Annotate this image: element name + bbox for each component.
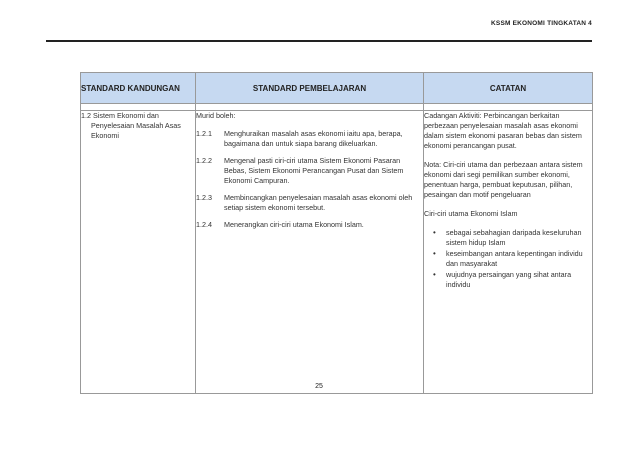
item-number: 1.2.3 (196, 193, 212, 202)
standard-kandungan-text: 1.2 Sistem Ekonomi dan Penyelesaian Masalah Asas Ekonomi (81, 111, 181, 140)
table-header-row (81, 73, 593, 104)
item-number: 1.2.1 (196, 129, 212, 138)
list-item (196, 129, 423, 149)
header-standard-pembelajaran: STANDARD PEMBELAJARAN (196, 73, 424, 104)
table-spacer-row (81, 104, 593, 111)
item-text: Mengenal pasti ciri-ciri utama Sistem Ekonomi Pasaran Bebas, Sistem Ekonomi Perancangan Pusat dan Sistem Ekonomi Campuran. (224, 156, 404, 185)
list-item (196, 220, 423, 230)
catatan-cell (424, 111, 593, 394)
list-item (196, 156, 423, 186)
bullet-item: • wujudnya persaingan yang sihat antara individu (446, 270, 592, 290)
header-catatan: CATATAN (424, 73, 593, 104)
table-row (81, 111, 593, 394)
catatan-bullet-list (424, 228, 592, 290)
document-header-title: KSSM EKONOMI TINGKATAN 4 (491, 20, 592, 27)
bullet-item: • keseimbangan antara kepentingan individu dan masyarakat (446, 249, 592, 269)
standard-kandungan-cell (81, 111, 196, 394)
standard-pembelajaran-cell (196, 111, 424, 394)
item-number: 1.2.4 (196, 220, 212, 229)
curriculum-table (80, 72, 593, 394)
catatan-nota: Nota: Ciri-ciri utama dan perbezaan antara sistem ekonomi dari segi pemilikan sumber ekonomi, penentuan harga, pembuat keputusan, pilihan, pesaingan dan motif pengeluaran (424, 160, 583, 199)
header-standard-kandungan: STANDARD KANDUNGAN (81, 73, 196, 104)
page-number: 25 (315, 383, 323, 390)
catatan-activity-note: Cadangan Aktiviti: Perbincangan berkaitan perbezaan penyelesaian masalah asas ekonomi dalam sistem ekonomi pasaran bebas dan sistem ekonomi perancangan pusat. (424, 111, 582, 150)
list-item (196, 193, 423, 213)
bullet-item: • sebagai sebahagian daripada keseluruhan sistem hidup Islam (446, 228, 592, 248)
pembelajaran-lead: Murid boleh: (196, 111, 236, 120)
catatan-islamic-heading: Ciri-ciri utama Ekonomi Islam (424, 209, 518, 218)
item-number: 1.2.2 (196, 156, 212, 165)
item-text: Membincangkan penyelesaian masalah asas ekonomi oleh setiap sistem ekonomi tersebut. (224, 193, 413, 212)
header-divider (46, 40, 592, 42)
item-text: Menerangkan ciri-ciri utama Ekonomi Islam. (224, 220, 364, 229)
item-text: Menghuraikan masalah asas ekonomi iaitu apa, berapa, bagaimana dan untuk siapa barang dikeluarkan. (224, 129, 403, 148)
